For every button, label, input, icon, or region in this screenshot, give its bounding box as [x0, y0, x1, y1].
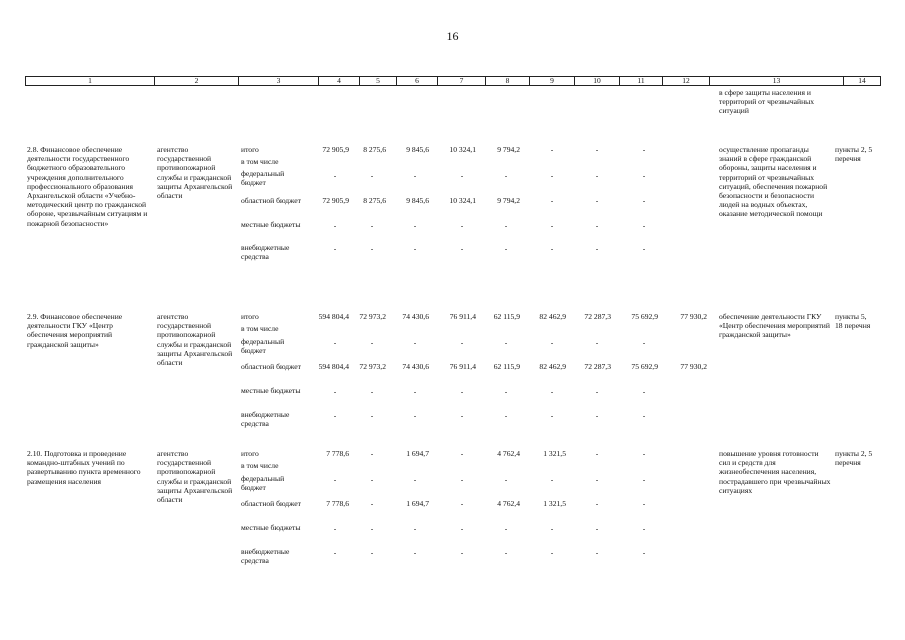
value-cell: -: [333, 387, 337, 396]
column-header-cell: 11: [620, 77, 663, 86]
value-cell: -: [413, 387, 417, 396]
value-cell: -: [595, 171, 599, 180]
value-cell: -: [550, 524, 554, 533]
value-cell: -: [460, 171, 464, 180]
value-cell: -: [504, 171, 508, 180]
value-cell: -: [370, 171, 374, 180]
list-points: пункты 5, 18 перечня: [835, 312, 871, 331]
source-federal: федеральный бюджет: [241, 474, 285, 493]
value-cell: 76 911,4: [449, 362, 476, 371]
list-points: пункты 2, 5 перечня: [835, 449, 873, 468]
value-cell: -: [550, 411, 554, 420]
value-cell: -: [370, 338, 374, 347]
column-header-cell: 9: [530, 77, 575, 86]
column-header-cell: 8: [486, 77, 530, 86]
value-cell: -: [595, 548, 599, 557]
list-points: пункты 2, 5 перечня: [835, 145, 873, 164]
value-cell: 82 462,9: [539, 312, 566, 321]
value-cell: -: [595, 449, 599, 458]
value-cell: -: [595, 411, 599, 420]
value-cell: -: [460, 449, 464, 458]
value-cell: 1 694,7: [406, 499, 429, 508]
value-cell: -: [370, 411, 374, 420]
value-cell: -: [413, 244, 417, 253]
source-regional: областной бюджет: [241, 362, 301, 371]
value-cell: -: [370, 475, 374, 484]
value-cell: 72 287,3: [584, 362, 611, 371]
value-cell: -: [370, 221, 374, 230]
value-cell: -: [333, 171, 337, 180]
executor-name: агентство государственной противопожарной службы и гражданской защиты Архангельской области: [157, 449, 233, 505]
value-cell: 8 275,6: [363, 196, 386, 205]
value-cell: -: [370, 449, 374, 458]
value-cell: -: [460, 338, 464, 347]
source-extrabudget: внебюджетные средства: [241, 410, 290, 429]
value-cell: 62 115,9: [493, 312, 520, 321]
value-cell: -: [642, 171, 646, 180]
value-cell: -: [460, 221, 464, 230]
value-cell: 72 973,2: [359, 362, 386, 371]
column-header-cell: 3: [239, 77, 319, 86]
column-header-cell: 10: [575, 77, 620, 86]
value-cell: 9 845,6: [406, 196, 429, 205]
value-cell: -: [504, 387, 508, 396]
value-cell: 74 430,6: [402, 362, 429, 371]
expected-result: осуществление пропаганды знаний в сфере гражданской обороны, защиты населения и территорий от чрезвычайных ситуаций, обеспечения пожарной безопасности и безопасности людей на водных объектах, оказание методической помощи: [719, 145, 828, 219]
column-number-header: [25, 76, 881, 86]
value-cell: -: [370, 548, 374, 557]
value-cell: -: [413, 338, 417, 347]
value-cell: -: [642, 221, 646, 230]
value-cell: -: [550, 145, 554, 154]
source-regional: областной бюджет: [241, 196, 301, 205]
column-header-cell: 4: [319, 77, 360, 86]
value-cell: -: [504, 244, 508, 253]
value-cell: -: [333, 221, 337, 230]
page-number: 16: [446, 29, 459, 43]
value-cell: -: [504, 475, 508, 484]
value-cell: -: [550, 338, 554, 347]
value-cell: -: [504, 338, 508, 347]
value-cell: -: [460, 548, 464, 557]
value-cell: -: [642, 244, 646, 253]
value-cell: -: [413, 171, 417, 180]
value-cell: -: [595, 221, 599, 230]
value-cell: -: [460, 244, 464, 253]
value-cell: -: [370, 244, 374, 253]
column-header-cell: 1: [26, 77, 155, 86]
value-cell: 4 762,4: [497, 449, 520, 458]
value-cell: -: [504, 221, 508, 230]
source-local: местные бюджеты: [241, 523, 301, 532]
source-federal: федеральный бюджет: [241, 337, 285, 356]
value-cell: 594 804,4: [318, 312, 349, 321]
value-cell: -: [595, 196, 599, 205]
value-cell: 75 692,9: [631, 312, 658, 321]
value-cell: 7 778,6: [326, 449, 349, 458]
source-total: итого: [241, 312, 259, 321]
value-cell: -: [642, 387, 646, 396]
value-cell: -: [504, 524, 508, 533]
source-federal: федеральный бюджет: [241, 169, 285, 188]
value-cell: -: [595, 244, 599, 253]
value-cell: -: [642, 196, 646, 205]
value-cell: 1 321,5: [543, 449, 566, 458]
column-header-cell: 5: [360, 77, 397, 86]
value-cell: -: [550, 171, 554, 180]
value-cell: -: [413, 548, 417, 557]
value-cell: -: [595, 338, 599, 347]
value-cell: 9 794,2: [497, 145, 520, 154]
source-including: в том числе: [241, 324, 279, 333]
source-extrabudget: внебюджетные средства: [241, 243, 290, 262]
value-cell: -: [550, 244, 554, 253]
value-cell: -: [550, 548, 554, 557]
value-cell: 77 930,2: [680, 362, 707, 371]
expected-result: повышение уровня готовности сил и средств для жизнеобеспечения населения, пострадавшего при чрезвычайных ситуациях: [719, 449, 831, 495]
executor-name: агентство государственной противопожарной службы и гражданской защиты Архангельской области: [157, 145, 233, 201]
value-cell: -: [370, 499, 374, 508]
value-cell: -: [413, 524, 417, 533]
value-cell: 1 694,7: [406, 449, 429, 458]
value-cell: -: [642, 145, 646, 154]
value-cell: -: [595, 499, 599, 508]
value-cell: 9 845,6: [406, 145, 429, 154]
value-cell: 77 930,2: [680, 312, 707, 321]
column-header-cell: 2: [155, 77, 239, 86]
expected-result: обеспечение деятельности ГКУ «Центр обеспечения мероприятий гражданской защиты»: [719, 312, 830, 340]
value-cell: 62 115,9: [493, 362, 520, 371]
value-cell: -: [413, 411, 417, 420]
value-cell: -: [642, 475, 646, 484]
value-cell: 72 905,9: [322, 145, 349, 154]
value-cell: -: [550, 387, 554, 396]
value-cell: 10 324,1: [449, 145, 476, 154]
executor-name: агентство государственной противопожарной службы и гражданской защиты Архангельской области: [157, 312, 233, 368]
source-including: в том числе: [241, 157, 279, 166]
value-cell: -: [504, 548, 508, 557]
carryover-result-text: в сфере защиты населения и территорий от чрезвычайных ситуаций: [719, 88, 815, 116]
value-cell: -: [333, 475, 337, 484]
source-local: местные бюджеты: [241, 220, 301, 229]
value-cell: -: [460, 387, 464, 396]
value-cell: -: [595, 387, 599, 396]
measure-name: 2.8. Финансовое обеспечение деятельности государственного бюджетного образовательного учреждения дополнительного профессионального образования Архангельской области «Учебно-методический центр по гражданской обороне, чрезвычайным ситуациям и пожарной безопасности»: [27, 145, 148, 228]
source-extrabudget: внебюджетные средства: [241, 547, 290, 566]
source-total: итого: [241, 449, 259, 458]
value-cell: 9 794,2: [497, 196, 520, 205]
value-cell: -: [460, 475, 464, 484]
value-cell: -: [642, 449, 646, 458]
column-header-cell: 14: [844, 77, 881, 86]
source-including: в том числе: [241, 461, 279, 470]
value-cell: -: [370, 387, 374, 396]
value-cell: -: [550, 475, 554, 484]
value-cell: 72 287,3: [584, 312, 611, 321]
value-cell: -: [460, 411, 464, 420]
measure-name: 2.10. Подготовка и проведение командно-штабных учений по развертыванию пункта временного размещения населения: [27, 449, 141, 486]
value-cell: -: [642, 338, 646, 347]
source-regional: областной бюджет: [241, 499, 301, 508]
value-cell: -: [642, 524, 646, 533]
column-header-cell: 12: [663, 77, 710, 86]
value-cell: 72 973,2: [359, 312, 386, 321]
value-cell: -: [333, 338, 337, 347]
value-cell: -: [595, 145, 599, 154]
value-cell: 74 430,6: [402, 312, 429, 321]
value-cell: 7 778,6: [326, 499, 349, 508]
value-cell: -: [413, 475, 417, 484]
value-cell: -: [333, 524, 337, 533]
value-cell: -: [504, 411, 508, 420]
column-header-cell: 7: [438, 77, 486, 86]
value-cell: -: [550, 196, 554, 205]
value-cell: -: [550, 221, 554, 230]
value-cell: -: [595, 524, 599, 533]
value-cell: -: [595, 475, 599, 484]
value-cell: 72 905,9: [322, 196, 349, 205]
value-cell: -: [333, 244, 337, 253]
value-cell: -: [333, 548, 337, 557]
value-cell: -: [642, 499, 646, 508]
value-cell: 4 762,4: [497, 499, 520, 508]
source-total: итого: [241, 145, 259, 154]
column-header-cell: 6: [397, 77, 438, 86]
value-cell: 75 692,9: [631, 362, 658, 371]
measure-name: 2.9. Финансовое обеспечение деятельности ГКУ «Центр обеспечения мероприятий гражданской защиты»: [27, 312, 123, 349]
value-cell: 76 911,4: [449, 312, 476, 321]
column-header-cell: 13: [710, 77, 844, 86]
value-cell: -: [460, 499, 464, 508]
value-cell: 1 321,5: [543, 499, 566, 508]
value-cell: -: [413, 221, 417, 230]
value-cell: 594 804,4: [318, 362, 349, 371]
value-cell: -: [642, 411, 646, 420]
value-cell: -: [333, 411, 337, 420]
value-cell: -: [460, 524, 464, 533]
source-local: местные бюджеты: [241, 386, 301, 395]
value-cell: 10 324,1: [449, 196, 476, 205]
value-cell: 8 275,6: [363, 145, 386, 154]
value-cell: -: [370, 524, 374, 533]
value-cell: -: [642, 548, 646, 557]
value-cell: 82 462,9: [539, 362, 566, 371]
